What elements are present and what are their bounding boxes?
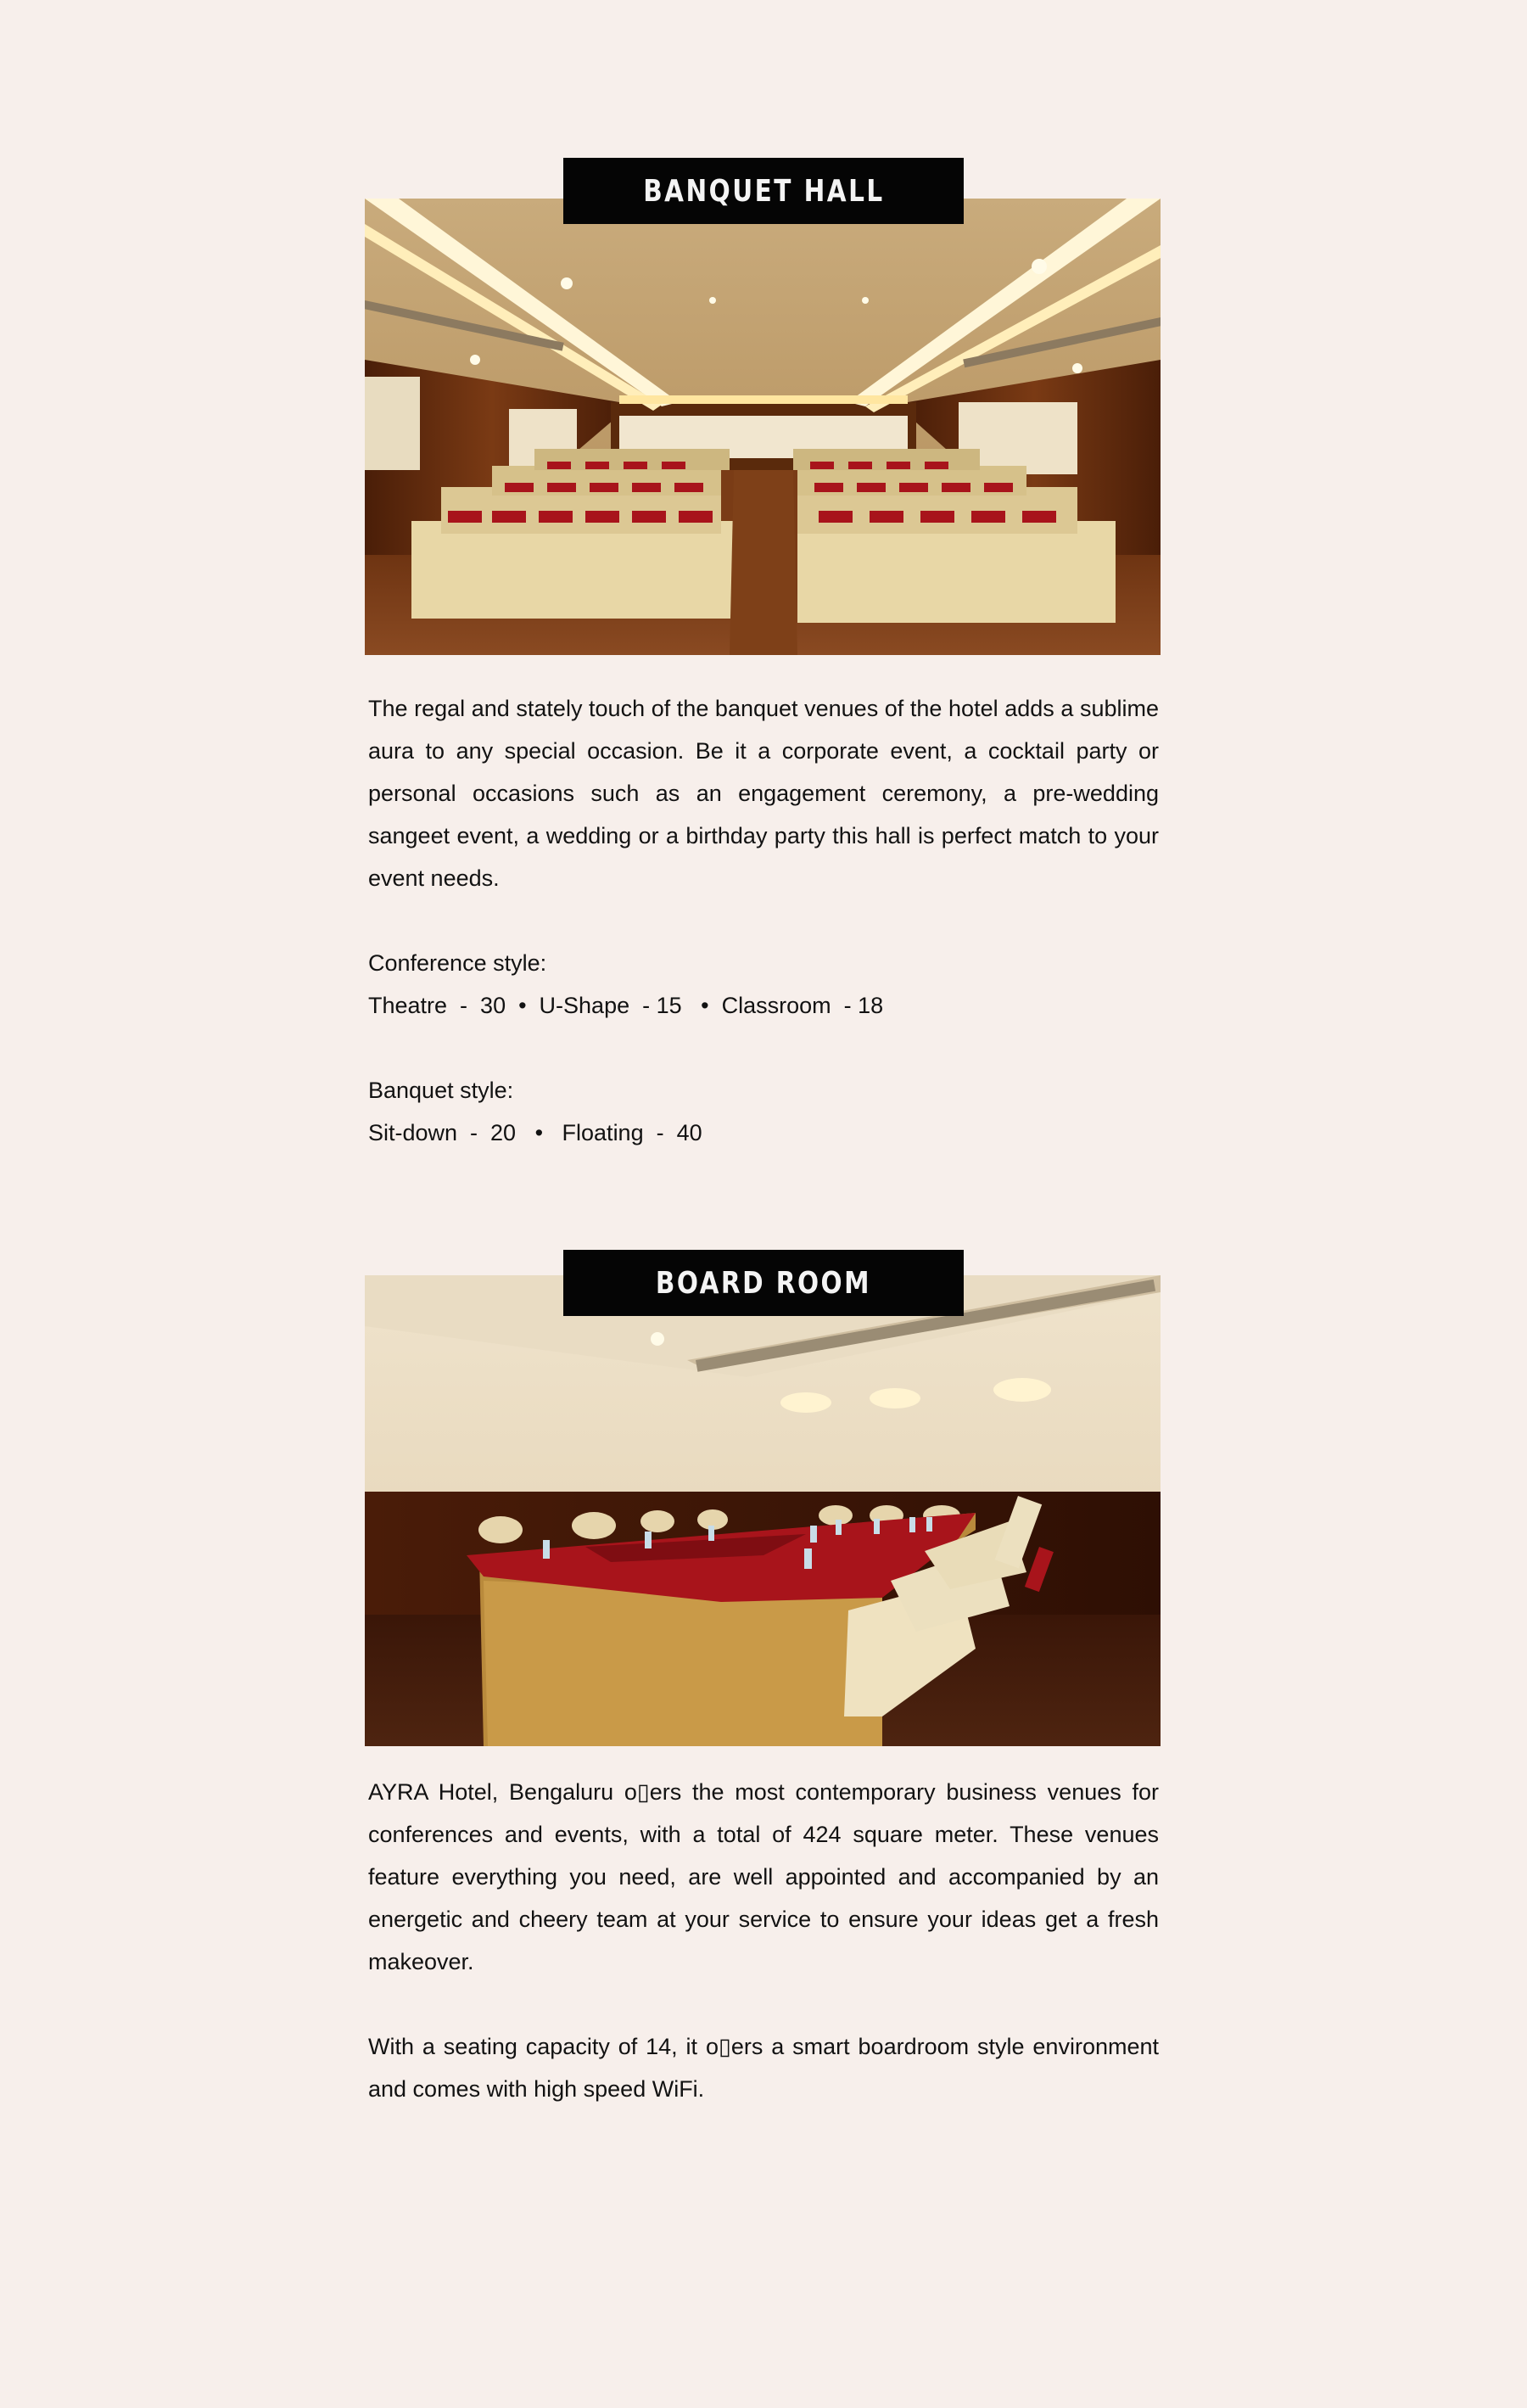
board-room-text bbox=[368, 1771, 1159, 2110]
banquet-hall-title-badge bbox=[563, 158, 964, 224]
banquet-hall-text bbox=[368, 687, 1159, 1154]
banquet-style-heading: Banquet style: bbox=[368, 1078, 514, 1103]
banquet-hall-photo bbox=[365, 199, 1161, 655]
board-room-description: AYRA Hotel, Bengaluru o▯ers the most contemporary business venues for conferences and events, with a total of 424 square meter. These venues feature everything you need, are well appointed and accompanied by an energetic and cheery team at your service to ensure your ideas get a fresh makeover. bbox=[368, 1779, 1159, 1974]
board-room-title-badge bbox=[563, 1250, 964, 1316]
banquet-hall-section bbox=[365, 158, 1161, 1145]
conference-style-capacities: Theatre - 30 • U-Shape - 15 • Classroom - 18 bbox=[368, 993, 884, 1018]
board-room-section bbox=[365, 1250, 1161, 2102]
banquet-style-capacities: Sit-down - 20 • Floating - 40 bbox=[368, 1120, 702, 1145]
board-room-photo bbox=[365, 1275, 1161, 1746]
banquet-hall-description: The regal and stately touch of the banquet venues of the hotel adds a sublime aura to any special occasion. Be it a corporate event, a cocktail party or personal occasions such as an engagement ceremony, a pre-wedding sangeet event, a wedding or a birthday party this hall is perfect match to your event needs. bbox=[368, 696, 1159, 891]
board-room-title: BOARD ROOM bbox=[655, 1265, 872, 1301]
banquet-hall-title: BANQUET HALL bbox=[642, 173, 885, 209]
board-room-capacity: With a seating capacity of 14, it o▯ers a smart boardroom style environment and comes with high speed WiFi. bbox=[368, 2034, 1159, 2102]
conference-style-heading: Conference style: bbox=[368, 950, 547, 976]
